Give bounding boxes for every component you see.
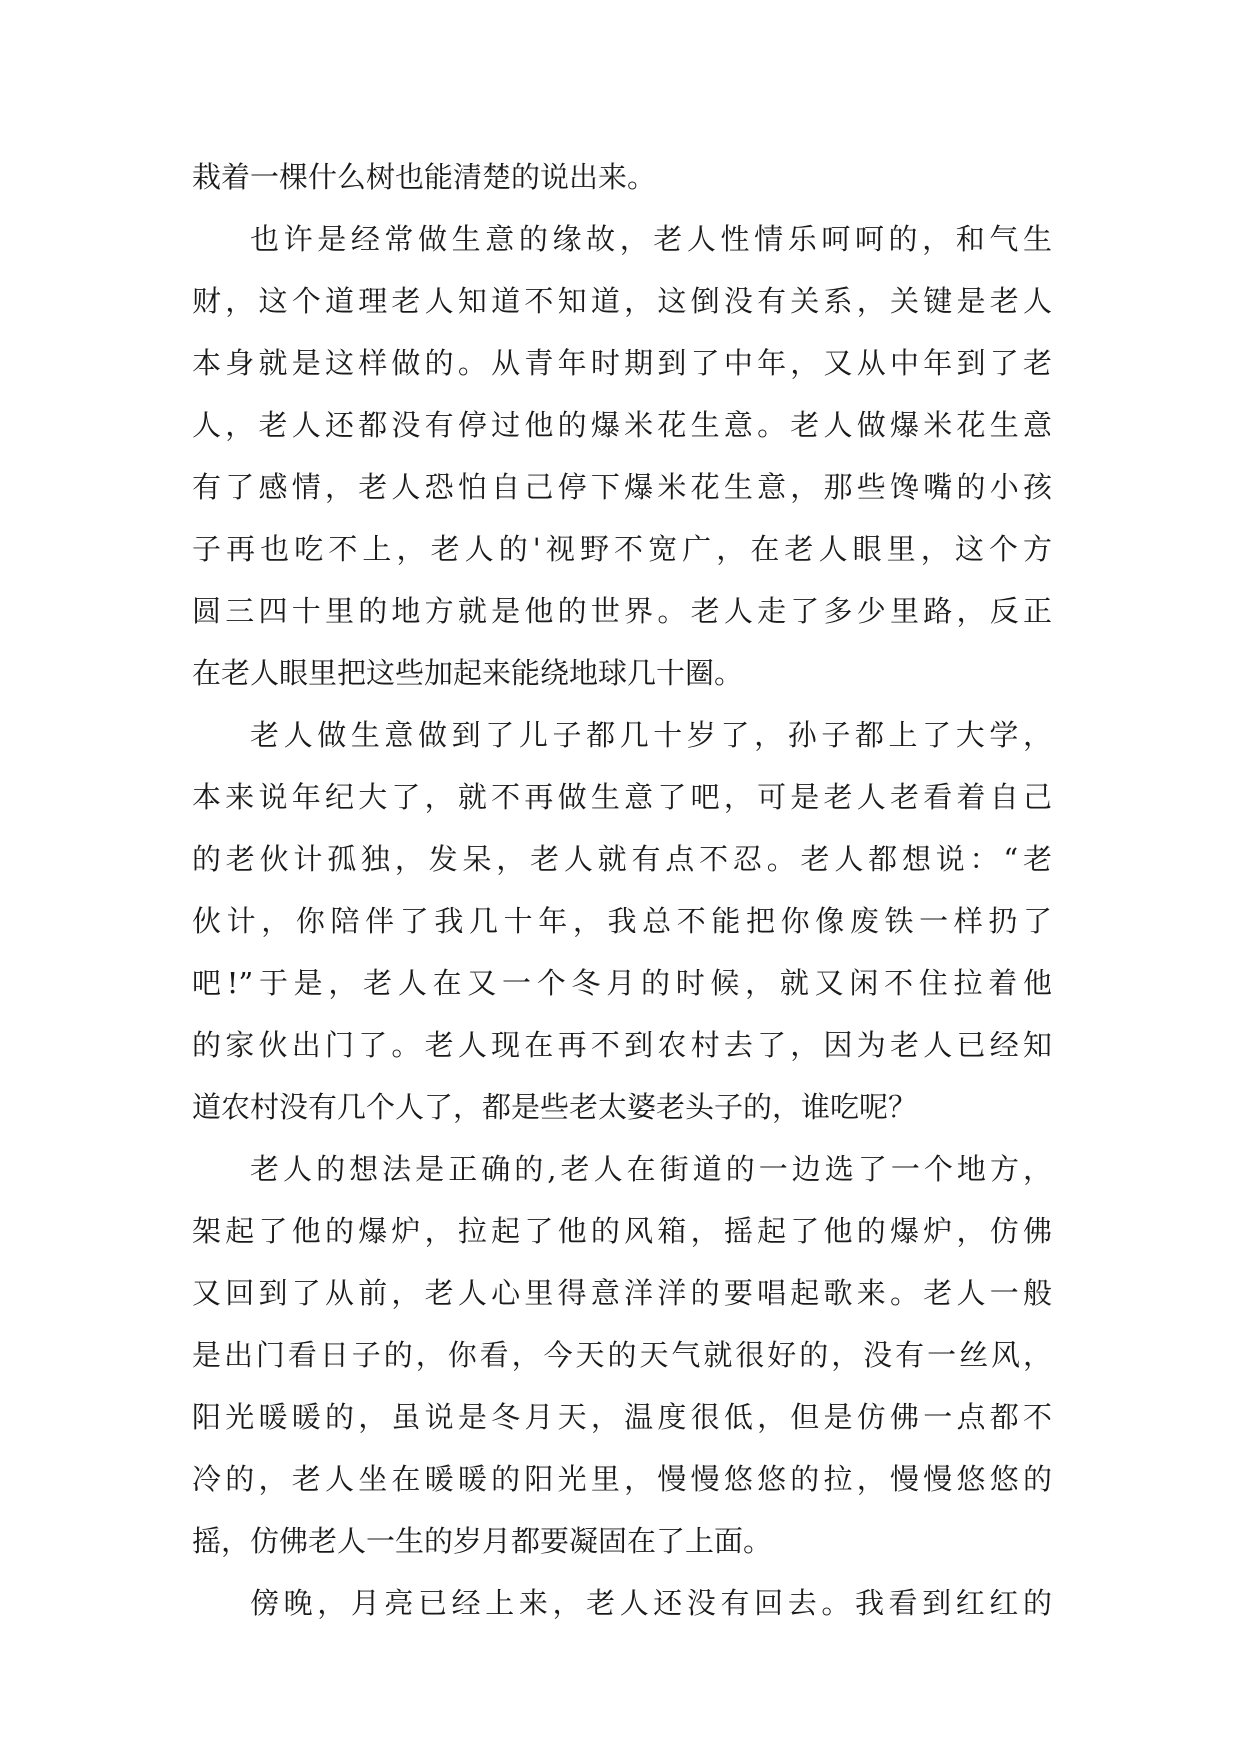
paragraph-first-line: 老人做生意做到了儿子都几十岁了，孙子都上了大学， [250, 718, 1052, 752]
text-line: 有了感情，老人恐怕自己停下爆米花生意，那些馋嘴的小孩 [192, 470, 1052, 504]
paragraph-first-line: 也许是经常做生意的缘故，老人性情乐呵呵的，和气生 [250, 222, 1052, 256]
text-line: 道农村没有几个人了，都是些老太婆老头子的，谁吃呢？ [192, 1090, 918, 1124]
text-line: 本来说年纪大了，就不再做生意了吧，可是老人老看着自己 [192, 780, 1052, 814]
document-page [192, 146, 1052, 1634]
text-line: 吧!”于是，老人在又一个冬月的时候，就又闲不住拉着他 [192, 966, 1052, 1000]
text-line: 伙计，你陪伴了我几十年，我总不能把你像废铁一样扔了 [192, 904, 1052, 938]
text-line: 财，这个道理老人知道不知道，这倒没有关系，关键是老人 [192, 284, 1052, 318]
text-line: 本身就是这样做的。从青年时期到了中年，又从中年到了老 [192, 346, 1052, 380]
text-line: 又回到了从前，老人心里得意洋洋的要唱起歌来。老人一般 [192, 1276, 1052, 1310]
text-line: 在老人眼里把这些加起来能绕地球几十圈。 [192, 656, 744, 690]
paragraph-first-line: 老人的想法是正确的,老人在街道的一边选了一个地方， [250, 1152, 1052, 1186]
text-line: 子再也吃不上，老人的'视野不宽广，在老人眼里，这个方 [192, 532, 1052, 566]
text-line: 冷的，老人坐在暖暖的阳光里，慢慢悠悠的拉，慢慢悠悠的 [192, 1462, 1052, 1496]
text-line: 栽着一棵什么树也能清楚的说出来。 [192, 160, 657, 194]
text-line: 的老伙计孤独，发呆，老人就有点不忍。老人都想说：“老 [192, 842, 1052, 876]
text-line: 是出门看日子的，你看，今天的天气就很好的，没有一丝风， [192, 1338, 1052, 1372]
text-line: 阳光暖暖的，虽说是冬月天，温度很低，但是仿佛一点都不 [192, 1400, 1052, 1434]
text-line: 架起了他的爆炉，拉起了他的风箱，摇起了他的爆炉，仿佛 [192, 1214, 1052, 1248]
text-line: 圆三四十里的地方就是他的世界。老人走了多少里路，反正 [192, 594, 1052, 628]
text-line: 的家伙出门了。老人现在再不到农村去了，因为老人已经知 [192, 1028, 1052, 1062]
text-line: 人，老人还都没有停过他的爆米花生意。老人做爆米花生意 [192, 408, 1052, 442]
paragraph-first-line: 傍晚，月亮已经上来，老人还没有回去。我看到红红的 [250, 1586, 1052, 1620]
text-line: 摇，仿佛老人一生的岁月都要凝固在了上面。 [192, 1524, 773, 1558]
